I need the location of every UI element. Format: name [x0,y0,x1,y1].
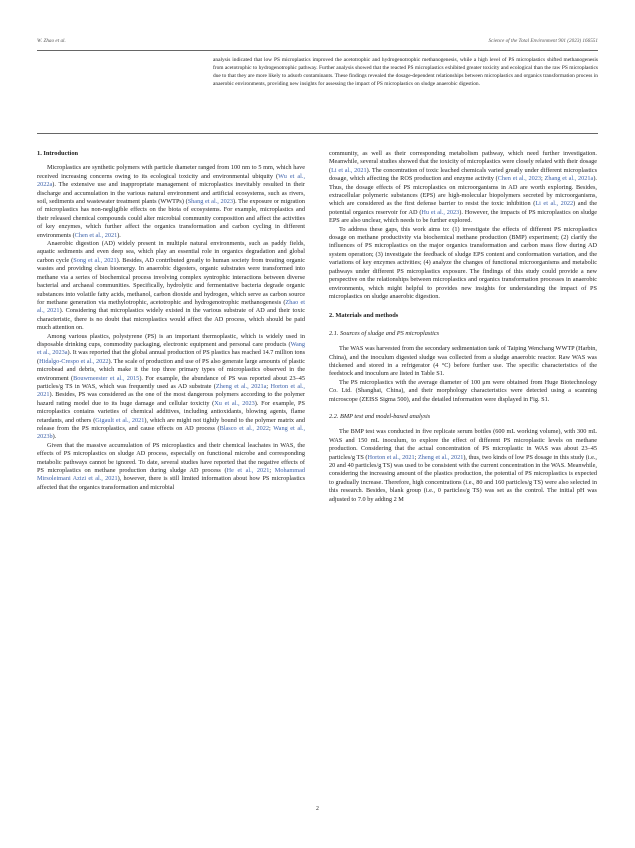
text-run: ; [269,467,275,475]
abstract-bottom-rule [37,133,598,134]
citation-link[interactable]: Shang et al., 2023 [187,198,233,206]
abstract-top-rule [37,50,598,51]
text-run: ; [414,453,418,461]
citation-link[interactable]: Wang et al., 2023b [37,425,306,441]
citation-link[interactable]: Horton et al., 2021 [37,382,305,399]
paragraph [329,428,597,504]
citation-link[interactable]: Song et al., 2021 [73,256,117,264]
text-run: community, as well as their corresponding metabolism pathway, which need further investigation. Meanwhile, several studies showed that the toxicity of microplastics were closely related with their dosage ( [329,150,597,174]
text-run: ; [540,175,545,183]
text-run: The BMP test was conducted in five replicate serum bottles (600 mL working volume), with 300 mL WAS and 150 mL inoculum, to explore the effect of different PS microplastic levels on methane production. Considering that the actual concentration of PS microplastic in WAS was about 23–45 particles/g TS ( [329,428,597,461]
paragraph [329,150,597,226]
citation-link[interactable]: Chen et al., 2021 [74,231,118,239]
text-run: ). The scale of production and use of PS also generate large amounts of plastic microbead and debris, which make it the top three primary types of microplastics observed in the environment ( [37,357,305,382]
citation-link[interactable]: Zheng et al., 2021a [215,382,267,390]
citation-link[interactable]: Chen et al., 2023 [497,175,541,183]
citation-link[interactable]: Wu et al., 2022a [37,172,306,189]
citation-link[interactable]: Zheng et al., 2021 [417,453,464,461]
citation-link[interactable]: Zhang et al., 2021a [544,175,594,183]
text-run: ). It was reported that the global annual production of PS plastics has reached 14.7 million tons ( [37,349,305,365]
text-run: ). The concentration of toxic leached chemicals varied greatly under different microplastics dosage, which affecting the ROS production and enzyme activity ( [329,166,598,183]
text-run: ). For example, the abundance of PS was reported about 23–45 particles/g TS in WAS, which was frequently used as AD substrate ( [37,374,305,390]
paragraph [37,240,305,332]
citation-link[interactable]: Xu et al., 2023 [214,399,255,407]
text-run: ). The exposure or migration of microplastics has non-negligible effects on the biota of ecosystems. For example, microplastics and their released chemical compounds could alter microbial community composition and affect the activities of key enzymes, which further affect the organics transformation and carbon cycling in different environments ( [37,198,305,239]
paragraph [329,226,597,302]
text-run: ). Considering that microplastics widely existed in the various substrate of AD and their toxic characteristic, there is no doubt that microplastics would affect the AD process, which should be paid much attention on. [37,307,305,332]
page-number: 2 [316,806,319,812]
text-run: Anaerobic digestion (AD) widely present in multiple natural environments, such as paddy fields, aquatic sediments and even deep sea, which play an essential role in organics degradation and global carbon cycle ( [37,240,305,264]
text-run: ), thus, two kinds of low PS dosage in this study (i.e., 20 and 40 particles/g TS) was used to be consistent with the current concentration in the WAS. Meanwhile, considering the increasing amount of the plastics production, the potential of PS microplastics is expected to gradually increase. Therefore, high concentrations (i.e., 80 and 160 particles/g TS) were also selected in this research. Besides, blank group (i.e., 0 particles/g TS) was set as the control. The initial pH was adjusted to 7.0 by adding 2 M [329,453,597,503]
text-run: ). [52,433,57,441]
citation-link[interactable]: Horton et al., 2021 [367,453,415,461]
paragraph [37,442,305,492]
citation-link[interactable]: Wang et al., 2023a [37,340,305,357]
text-run: ). Thus, the dosage effects of PS microplastics on microorganisms in AD are worth exploring. Besides, extracellular polymeric substances (EPS) are high-molecular biopolymers secreted by microorganisms, which are considered as the first defense barrier to resist the toxic inhibition ( [329,175,597,208]
paragraph [37,164,305,240]
section-heading-methods: 2. Materials and methods [329,312,399,320]
running-header-authors: W. Zhao et al. [37,38,66,44]
text-run: ). However, the impacts of PS microplastics on sludge EPS are also unclear, which needs to be further explored. [329,208,597,225]
right-column [329,150,597,504]
text-run: ) and the potential organics reservoir for AD ( [329,200,597,216]
citation-link[interactable]: Mohammad Mirsoleimani Azizi et al., 2021 [37,467,305,483]
running-header-journal: Science of the Total Environment 901 (2023) 166551 [488,38,598,44]
citation-link[interactable]: Li et al., 2021 [331,166,367,174]
abstract-continuation: analysis indicated that low PS microplastics improved the acetotrophic and hydrogenotrophic methanogenesis, while a high level of PS microplastics shifted methanogenesis from acetotrophic to hydrogenotrophic pathway. Further analysis showed that the reacted PS microplastics exhibited greater toxicity and ecological than the raw PS microplastics due to that they are more likely to adsorb contaminants. These findings revealed the dosage-dependent relationships between microplastics and organics transformation process in anaerobic environments, providing new insights for assessing the impact of PS microplastics on sludge anaerobic digestion. [213,57,598,88]
citation-link[interactable]: Gigault et al., 2021 [95,416,145,424]
text-run: ; [266,382,271,390]
text-run: ). Besides, PS was considered as the one of the most dangerous polymers according to the polymer hazard rating model due to its huge damage and cellular toxicity ( [37,391,305,407]
text-run: ). Besides, AD contributed greatly to human society from treating organic wastes and providing clean bioenergy. In anaerobic digesters, organic substrates were transformed into methane via a series of biochemical process involving complex syntrophic interactions between diverse bacterial and archaeal communities. Specifically, hydrolytic and fermentative bacteria degrade organic substances into volatile fatty acids, methanol, carbon dioxide and hydrogen, which serve as carbon source for methane generation via methylotrophic, acetotrophic and hydrogenotrophic methanogenesis ( [37,256,306,306]
section-heading-introduction: 1. Introduction [37,150,79,157]
text-run: Microplastics are synthetic polymers with particle diameter ranged from 100 nm to 5 mm, which have received increasing concerns owing to its ecological toxicity and environmental ubiquity ( [37,164,305,180]
text-run: ). [117,231,121,239]
left-column [37,150,305,492]
text-run: ). For example, PS microplastics contains varieties of chemical additives, including antioxidants, blowing agents, flame retardants, and others ( [37,399,305,424]
citation-link[interactable]: Hidalgo-Crespo et al., 2022 [39,357,109,365]
text-run: ). The extensive use and inappropriate management of microplastics inevitably resulted in their discharge and accumulation in the various natural environment and artificial ecosystems, such as rivers, soil, sediments and wastewater treatment plants (WWTPs) ( [37,181,305,206]
citation-link[interactable]: Zhao et al., 2021 [37,298,305,315]
text-run: ), however, there is still limited information about how PS microplastics affected that the organics transformation and microbial [37,475,305,491]
paragraph: The WAS was harvested from the secondary sedimentation tank of Taiping Wenchang WWTP (Harbin, China), and the inoculum digested sludge was collected from a sludge anaerobic reactor. Raw WAS was thickened and stored in a refrigerator (4 °C) before further use. The specific characteristics of the feedstock and inoculum are listed in Table S1. [329,345,597,378]
citation-link[interactable]: Bouwmeester et al., 2015 [73,374,140,382]
citation-link[interactable]: He et al., 2021 [226,467,270,475]
text-run: ), which are might not tightly bound to the polymer matrix and release from the PS microplastics, and cause effects on AD process ( [37,416,305,432]
citation-link[interactable]: Hu et al., 2023 [421,208,460,216]
subsection-heading-2-2: 2.2. BMP test and model-based analysis [329,412,431,420]
text-run: Given that the massive accumulation of PS microplastics and their chemical leachates in WAS, the effects of PS microplastics on sludge AD process, especially on functional microbe and corresponding metabolic pathways cannot be ignored. To date, several studies have reported that the negative effects of PS microplastics on methane production during sludge AD process ( [37,441,305,475]
text-run: Among various plastics, polystyrene (PS) is an important thermoplastic, which is widely used in disposable drinking cups, commodity packaging, electronic equipment and personal care products ( [37,332,305,348]
citation-link[interactable]: Li et al., 2022 [535,200,574,208]
paragraph [37,333,305,442]
subsection-heading-2-1: 2.1. Sources of sludge and PS microplastics [329,329,440,337]
paragraph: The PS microplastics with the average diameter of 100 μm were obtained from Huge Biotechnology Co. Ltd. (Shanghai, China), and their morphology characteristics were detected using a scanning microscope (ZEISS Sigma 500), and the detailed information were displayed in Fig. S1. [329,378,597,403]
text-run: ; [269,425,274,432]
text-run: To address these gaps, this work aims to: (1) investigate the effects of different PS microplastics dosage on methane productivity via biochemical methane production (BMP) experiment; (2) clarify the influences of PS microplastics on the major organics transformation and carbon mass flow during AD system operation; (3) investigate the feedback of sludge EPS content and conformation variation, and the variations of key enzymes activities; (4) analyze the changes of functional microorganisms and metabolic pathways under different PS microplastics exposure. The findings of this study could provide a new perspective on the relationships between microplastics and organics transformation processes in anaerobic environments, which might helpful to provides new insights for understanding the impact of PS microplastics on sludge anaerobic digestion. [329,225,597,300]
citation-link[interactable]: Blasco et al., 2022 [219,425,270,432]
